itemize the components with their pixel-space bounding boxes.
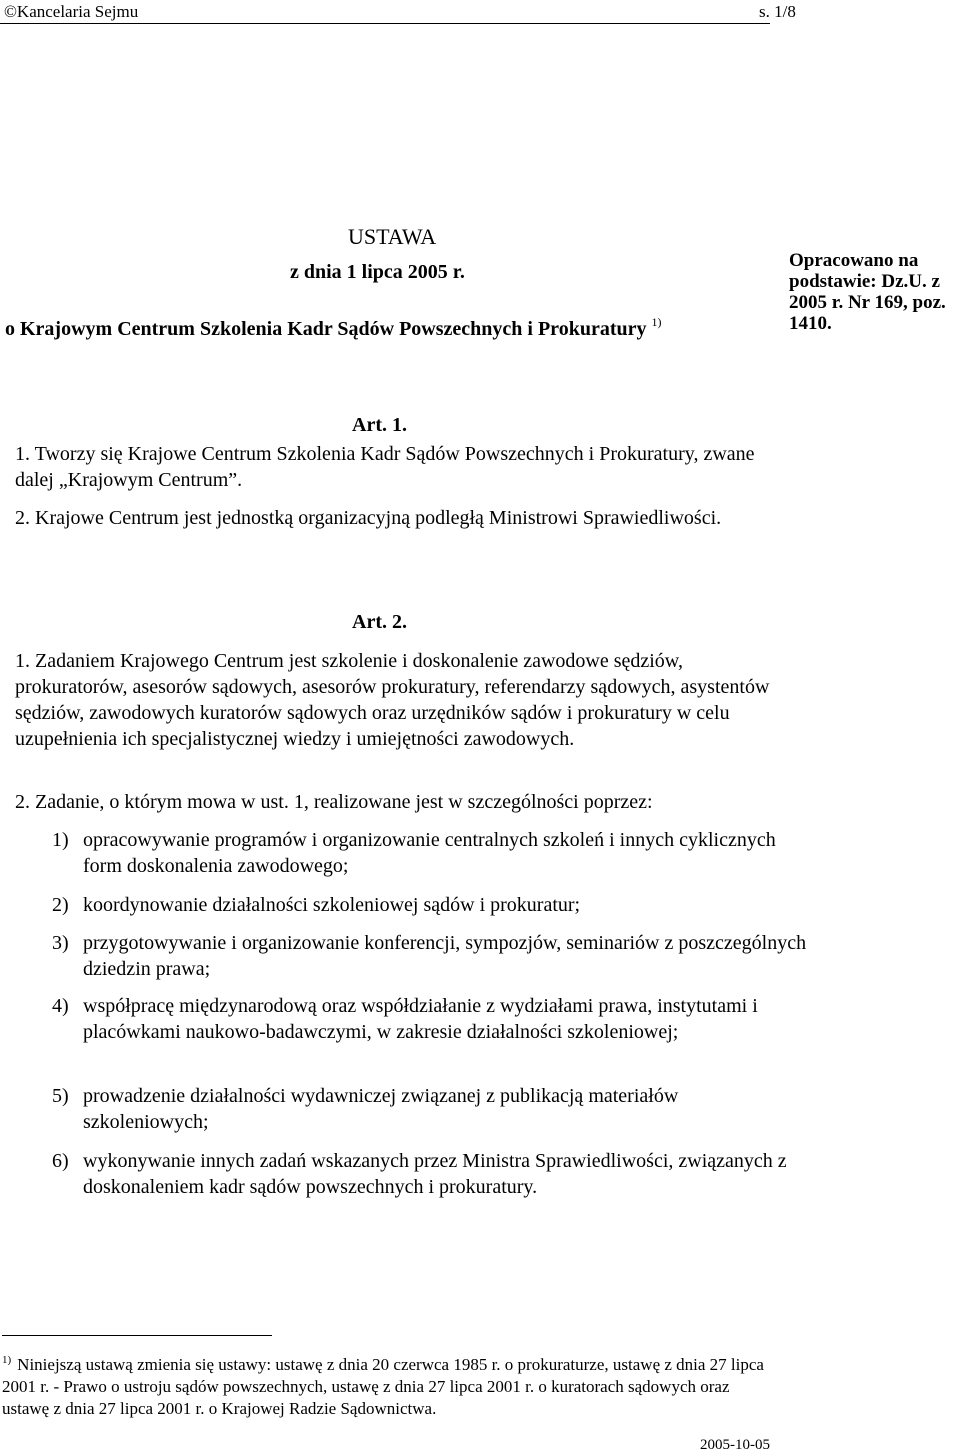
act-title xyxy=(5,315,661,341)
article-2-heading: Art. 2. xyxy=(352,611,407,633)
list-item-text: wykonywanie innych zadań wskazanych przez Ministra Sprawiedliwości, związanych z doskonaleniem kadr sądów powszechnych i prokuratury. xyxy=(83,1150,787,1198)
footnote-text: Niniejszą ustawą zmienia się ustawy: ustawę z dnia 20 czerwca 1985 r. o prokuraturze, ustawę z dnia 27 lipca 2001 r. - Prawo o ustroju sądów powszechnych, ustawę z dnia 27 lipca 2001 r. o kuratorach sądowych oraz ustawę z dnia 27 lipca 2001 r. o Krajowej Radzie Sądownictwa. xyxy=(2,1355,764,1418)
header-divider xyxy=(0,23,770,24)
source-note: Opracowano na podstawie: Dz.U. z 2005 r. Nr 169, poz. 1410. xyxy=(789,250,946,334)
article-2-paragraph-2: 2. Zadanie, o którym mowa w ust. 1, realizowane jest w szczególności poprzez: xyxy=(15,791,653,813)
list-item xyxy=(52,1083,808,1135)
list-item xyxy=(52,827,808,879)
footnote-marker: 1) xyxy=(2,1354,12,1366)
list-item-text: przygotowywanie i organizowanie konferencji, sympozjów, seminariów z poszczególnych dziedzin prawa; xyxy=(83,932,807,980)
act-type-heading: USTAWA xyxy=(348,224,437,249)
list-item-number: 1) xyxy=(52,829,69,851)
article-1-paragraph-1: 1. Tworzy się Krajowe Centrum Szkolenia Kadr Sądów Powszechnych i Prokuratury, zwane dalej „Krajowym Centrum”. xyxy=(15,443,755,491)
article-2-paragraph-1: 1. Zadaniem Krajowego Centrum jest szkolenie i doskonalenie zawodowe sędziów, prokuratorów, asesorów sądowych, asesorów prokuratury, referendarzy sądowych, asystentów sędziów, zawodowych kuratorów sądowych oraz urzędników sądów i prokuratury w celu uzupełnienia ich specjalistycznej wiedzy i umiejętności zawodowych. xyxy=(15,650,770,750)
list-item-text: koordynowanie działalności szkoleniowej sądów i prokuratur; xyxy=(83,894,581,916)
list-item-text: współpracę międzynarodową oraz współdziałanie z wydziałami prawa, instytutami i placówkami naukowo-badawczymi, w zakresie działalności szkoleniowej; xyxy=(83,995,758,1043)
list-item-number: 3) xyxy=(52,932,69,954)
list-item-number: 2) xyxy=(52,894,69,916)
header-page-number: s. 1/8 xyxy=(759,2,796,21)
article-1-heading: Art. 1. xyxy=(352,414,407,436)
list-item-text: opracowywanie programów i organizowanie centralnych szkoleń i innych cyklicznych form doskonalenia zawodowego; xyxy=(83,829,776,877)
list-item xyxy=(52,892,808,918)
list-item-number: 6) xyxy=(52,1150,69,1172)
footnote xyxy=(2,1349,780,1420)
act-date: z dnia 1 lipca 2005 r. xyxy=(290,261,465,283)
footnote-divider xyxy=(2,1335,272,1336)
list-item xyxy=(52,993,808,1045)
list-item-text: prowadzenie działalności wydawniczej związanej z publikacją materiałów szkoleniowych; xyxy=(83,1085,679,1133)
header-publisher: ©Kancelaria Sejmu xyxy=(4,2,139,21)
list-item xyxy=(52,930,808,982)
list-item xyxy=(52,1148,808,1200)
footnote-reference: 1) xyxy=(651,315,662,329)
article-1-paragraph-2: 2. Krajowe Centrum jest jednostką organizacyjną podległą Ministrowi Sprawiedliwości. xyxy=(15,507,722,529)
list-item-number: 5) xyxy=(52,1085,69,1107)
footer-date: 2005-10-05 xyxy=(700,1437,770,1453)
act-title-text: o Krajowym Centrum Szkolenia Kadr Sądów Powszechnych i Prokuratury xyxy=(5,318,647,340)
list-item-number: 4) xyxy=(52,995,69,1017)
